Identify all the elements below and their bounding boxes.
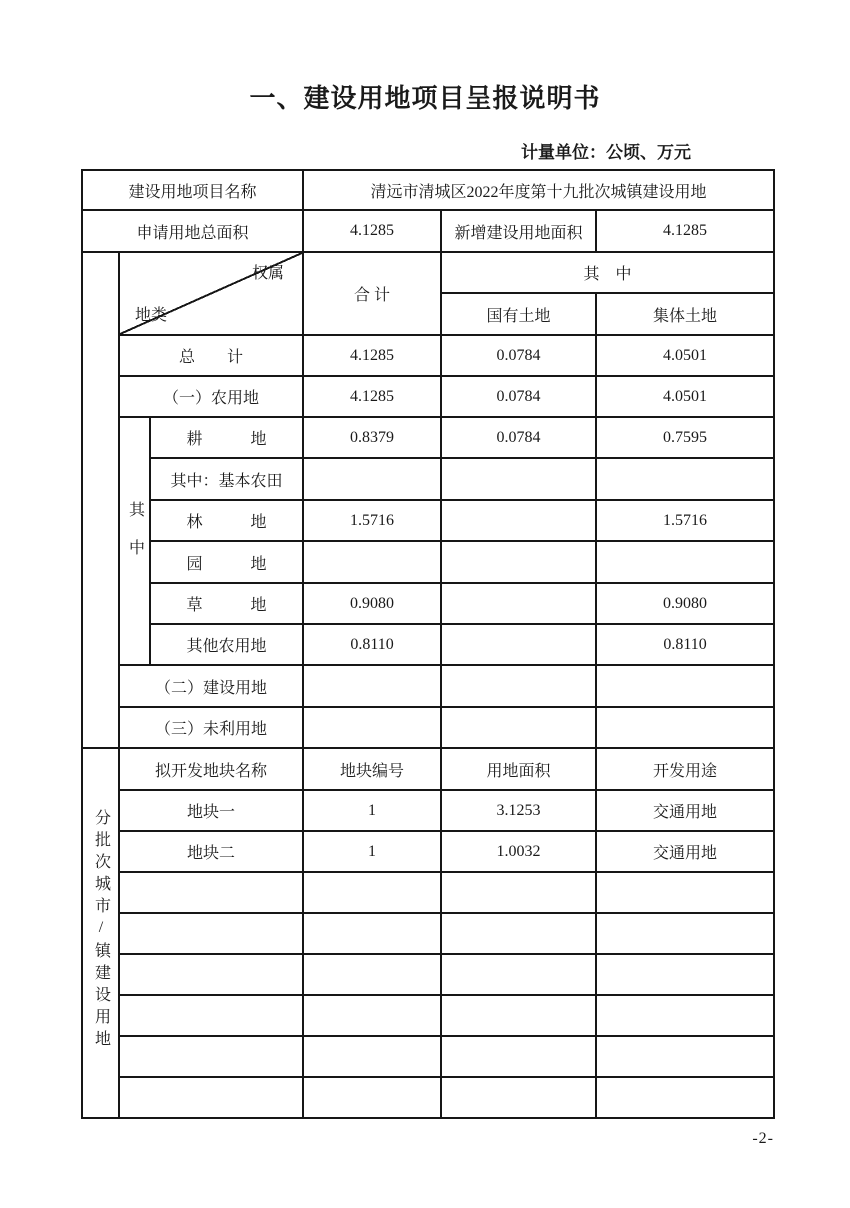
state-value: 0.0784 <box>441 376 596 417</box>
plot-empty-row <box>82 872 774 913</box>
state-value <box>441 458 596 500</box>
row-label: 耕 地 <box>150 417 303 458</box>
column-header-state-land: 国有土地 <box>441 293 596 335</box>
plot-area <box>441 995 596 1036</box>
column-header-collective-land: 集体土地 <box>596 293 774 335</box>
plots-side-label: 分批次城市/镇建设用地 <box>92 809 110 1052</box>
table-row-construction <box>82 665 774 707</box>
row-label: 园 地 <box>150 541 303 583</box>
collective-value <box>596 541 774 583</box>
plot-name <box>119 913 303 954</box>
plot-number <box>303 954 441 995</box>
plot-use <box>596 1077 774 1118</box>
plot-use: 交通用地 <box>596 790 774 831</box>
plot-number <box>303 872 441 913</box>
plot-number: 1 <box>303 831 441 872</box>
collective-value: 0.9080 <box>596 583 774 624</box>
new-area-label-cell: 新增建设用地面积 <box>441 210 596 252</box>
project-name-value-cell: 清远市清城区2022年度第十九批次城镇建设用地 <box>303 170 774 210</box>
plot-name <box>119 995 303 1036</box>
plot-area: 1.0032 <box>441 831 596 872</box>
table-row-basic-farmland <box>82 458 774 500</box>
row-label: 其中：基本农田 <box>150 458 303 500</box>
state-value: 0.0784 <box>441 335 596 376</box>
collective-value: 0.7595 <box>596 417 774 458</box>
row-label: （一）农用地 <box>119 376 303 417</box>
collective-value <box>596 665 774 707</box>
plot-name <box>119 1077 303 1118</box>
applied-area-label-cell: 申请用地总面积 <box>82 210 303 252</box>
plots-header-number: 地块编号 <box>303 748 441 790</box>
plot-use <box>596 872 774 913</box>
project-name-row <box>82 170 774 210</box>
total-value <box>303 665 441 707</box>
plot-name: 地块一 <box>119 790 303 831</box>
plot-number <box>303 1077 441 1118</box>
state-value: 0.0784 <box>441 417 596 458</box>
plot-use <box>596 1036 774 1077</box>
plot-area: 3.1253 <box>441 790 596 831</box>
diagonal-header-ownership: 权属 <box>252 265 285 282</box>
plot-area <box>441 1077 596 1118</box>
plot-area <box>441 954 596 995</box>
matrix-left-spacer-cell <box>82 252 119 748</box>
plots-header-area: 用地面积 <box>441 748 596 790</box>
table-row-garden <box>82 541 774 583</box>
table-row-grand-total <box>82 335 774 376</box>
page-title: 一、建设用地项目呈报说明书 <box>249 83 601 113</box>
plot-name <box>119 1036 303 1077</box>
total-value: 4.1285 <box>303 376 441 417</box>
row-label: （三）未利用地 <box>119 707 303 748</box>
plot-empty-row <box>82 995 774 1036</box>
plot-number: 1 <box>303 790 441 831</box>
plots-side-cell <box>82 748 119 1118</box>
collective-value <box>596 458 774 500</box>
column-header-total: 合 计 <box>303 252 441 335</box>
column-header-among: 其 中 <box>441 252 774 293</box>
plot-use <box>596 995 774 1036</box>
diagonal-header-cell <box>119 252 303 335</box>
plots-header-row <box>82 748 774 790</box>
state-value <box>441 707 596 748</box>
project-name-label-cell: 建设用地项目名称 <box>82 170 303 210</box>
diagonal-header-landtype: 地类 <box>135 307 168 324</box>
table-row-cultivated <box>82 417 774 458</box>
row-label: 林 地 <box>150 500 303 541</box>
row-label: （二）建设用地 <box>119 665 303 707</box>
collective-value: 0.8110 <box>596 624 774 665</box>
collective-value: 4.0501 <box>596 335 774 376</box>
plot-area <box>441 913 596 954</box>
plot-row-1 <box>82 790 774 831</box>
total-value <box>303 707 441 748</box>
unit-note: 计量单位：公顷、万元 <box>521 143 691 162</box>
table-row-agricultural <box>82 376 774 417</box>
new-area-value-cell: 4.1285 <box>596 210 774 252</box>
total-value: 0.9080 <box>303 583 441 624</box>
plot-number <box>303 1036 441 1077</box>
total-value: 4.1285 <box>303 335 441 376</box>
plot-empty-row <box>82 913 774 954</box>
plot-number <box>303 995 441 1036</box>
plot-area <box>441 1036 596 1077</box>
row-label: 草 地 <box>150 583 303 624</box>
row-label: 其他农用地 <box>150 624 303 665</box>
state-value <box>441 541 596 583</box>
table-row-other-agricultural <box>82 624 774 665</box>
total-value: 0.8110 <box>303 624 441 665</box>
plot-name: 地块二 <box>119 831 303 872</box>
plot-name <box>119 954 303 995</box>
among-side-label: 其中 <box>126 500 144 577</box>
total-value <box>303 541 441 583</box>
page-number: -2- <box>752 1130 774 1147</box>
among-side-cell <box>119 417 150 665</box>
plot-area <box>441 872 596 913</box>
total-value: 1.5716 <box>303 500 441 541</box>
table-row-grassland <box>82 583 774 624</box>
plot-row-2 <box>82 831 774 872</box>
row-label: 总 计 <box>119 335 303 376</box>
collective-value: 4.0501 <box>596 376 774 417</box>
total-value <box>303 458 441 500</box>
state-value <box>441 500 596 541</box>
total-value: 0.8379 <box>303 417 441 458</box>
plot-number <box>303 913 441 954</box>
plot-empty-row <box>82 1077 774 1118</box>
plot-empty-row <box>82 1036 774 1077</box>
land-report-table <box>81 169 775 1119</box>
applied-area-value-cell: 4.1285 <box>303 210 441 252</box>
state-value <box>441 665 596 707</box>
plot-use: 交通用地 <box>596 831 774 872</box>
plot-use <box>596 954 774 995</box>
plots-header-use: 开发用途 <box>596 748 774 790</box>
state-value <box>441 583 596 624</box>
state-value <box>441 624 596 665</box>
table-row-unused <box>82 707 774 748</box>
applied-area-row <box>82 210 774 252</box>
plot-use <box>596 913 774 954</box>
table-row-forest <box>82 500 774 541</box>
collective-value: 1.5716 <box>596 500 774 541</box>
plot-name <box>119 872 303 913</box>
matrix-header-row-1 <box>82 252 774 293</box>
collective-value <box>596 707 774 748</box>
plot-empty-row <box>82 954 774 995</box>
plots-header-name: 拟开发地块名称 <box>119 748 303 790</box>
